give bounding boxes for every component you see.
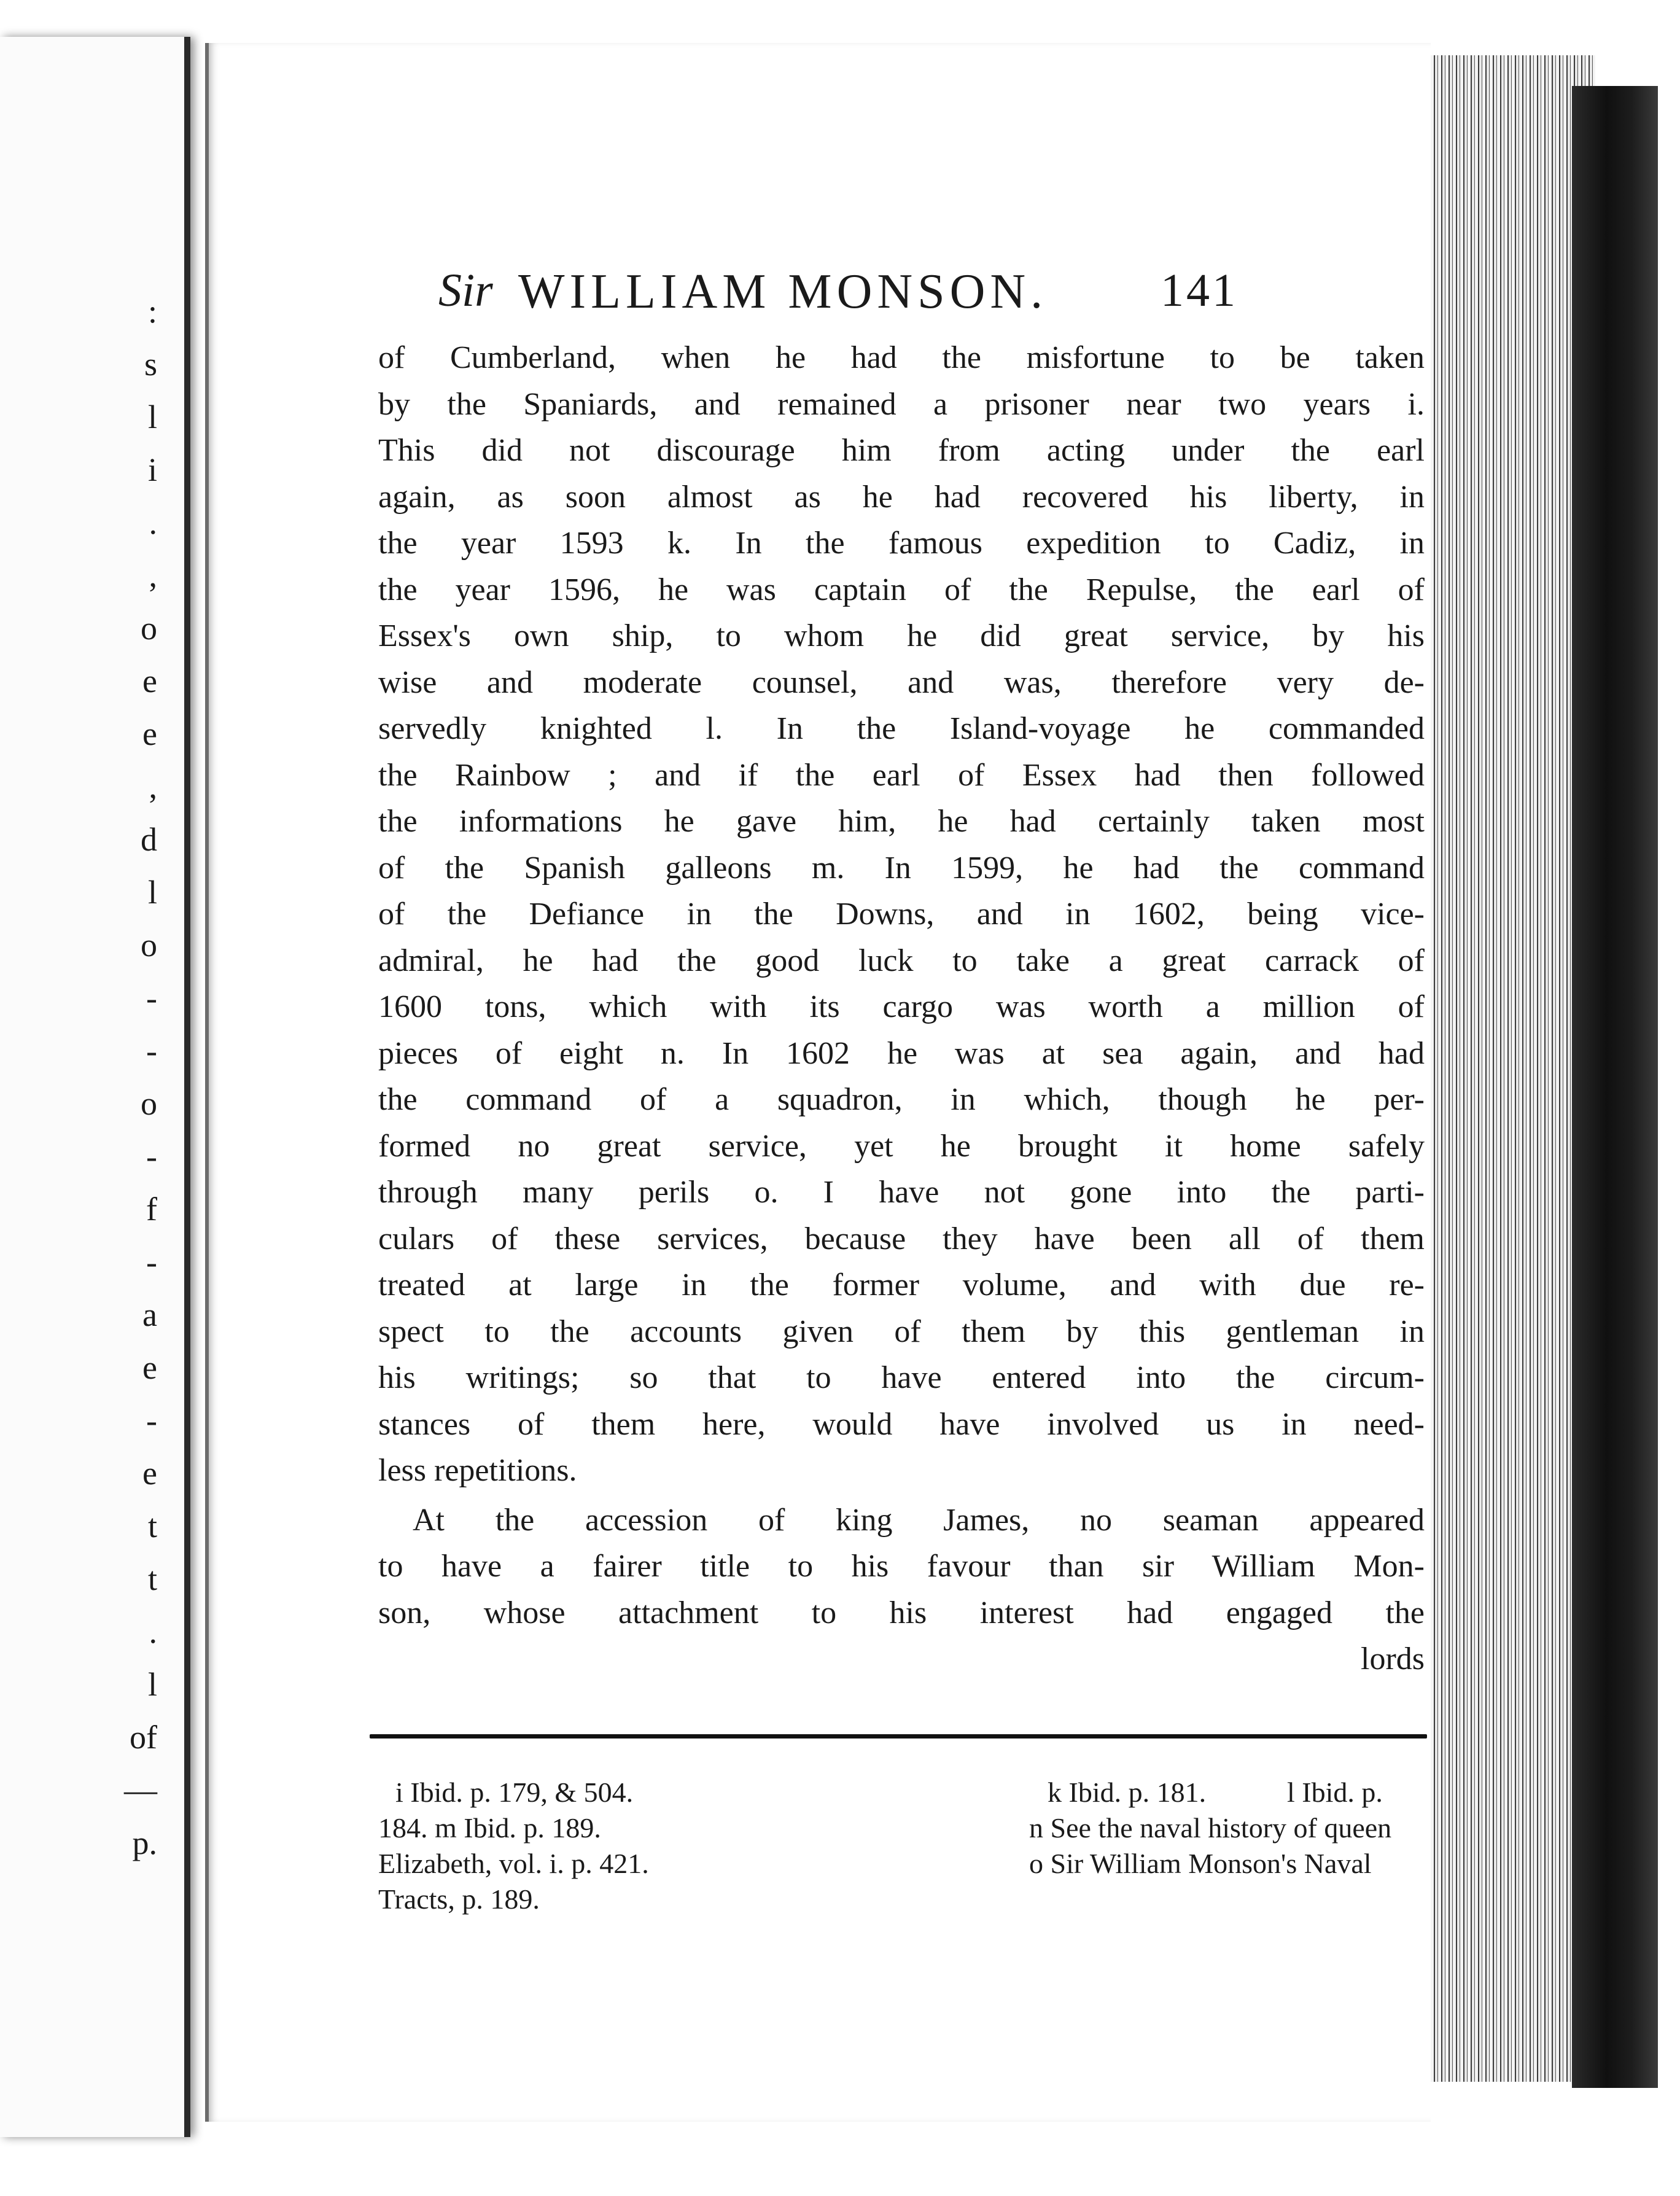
text-line: to have a fairer title to his favour than sir William Mon- [378, 1549, 1425, 1584]
text-line: At the accession of king James, no seaman appeared [413, 1502, 1425, 1538]
header-title: WILLIAM MONSON. [518, 265, 1048, 319]
left-page-fragment: e [142, 715, 157, 752]
text-line: the command of a squadron, in which, though he per- [378, 1082, 1425, 1117]
text-line: spect to the accounts given of them by this gentleman in [378, 1314, 1425, 1349]
left-page-fragment: - [146, 1032, 157, 1069]
footnote-o-cont: Tracts, p. 189. [378, 1883, 540, 1915]
main-page [205, 43, 1431, 2122]
text-line: less repetitions. [378, 1453, 577, 1488]
left-page-fragment: s [144, 346, 157, 383]
left-page-fragment: d [141, 821, 157, 858]
footnote-o: o Sir William Monson's Naval [1029, 1848, 1372, 1879]
body-text [378, 335, 1425, 1683]
text-line: of the Defiance in the Downs, and in 1602, being vice- [378, 897, 1425, 932]
left-page-fragment: of [130, 1719, 157, 1756]
running-header [209, 264, 1431, 332]
text-line: 1600 tons, which with its cargo was worth a million of [378, 989, 1425, 1024]
text-line: through many perils o. I have not gone into the parti- [378, 1175, 1425, 1210]
text-line: admiral, he had the good luck to take a great carrack of [378, 943, 1425, 978]
left-page-fragment: e [142, 663, 157, 699]
left-page-fragment: i [147, 451, 157, 488]
text-line: the Rainbow ; and if the earl of Essex had then followed [378, 757, 1425, 793]
left-page-fragment: : [147, 293, 157, 330]
left-page-fragment: - [146, 979, 157, 1016]
catchword: lords [1361, 1641, 1425, 1676]
paragraph-1 [378, 335, 1425, 1494]
left-page-fragment: - [146, 1138, 157, 1175]
footnote-n: n See the naval history of queen [1029, 1812, 1392, 1844]
footnote-l: l Ibid. p. [1287, 1777, 1383, 1808]
left-page-fragment: o [141, 1085, 157, 1122]
left-page-fragment: e [142, 1455, 157, 1492]
paragraph-2 [378, 1497, 1425, 1637]
left-page-fragment: , [149, 768, 157, 805]
text-line: his writings; so that to have entered into the circum- [378, 1360, 1425, 1395]
left-page-fragment: o [141, 927, 157, 964]
page-edges [1423, 55, 1595, 2082]
text-line: wise and moderate counsel, and was, therefore very de- [378, 664, 1425, 700]
footnote-m: 184. m Ibid. p. 189. [378, 1812, 601, 1844]
text-line: Essex's own ship, to whom he did great service, by his [378, 618, 1425, 653]
left-page-fragment: l [147, 874, 157, 911]
text-line: treated at large in the former volume, and with due re- [378, 1267, 1425, 1302]
page-number: 141 [1161, 265, 1238, 316]
left-page-fragment: a [142, 1296, 157, 1333]
text-line: again, as soon almost as he had recovered his liberty, in [378, 479, 1425, 515]
left-page-fragment: f [146, 1191, 157, 1228]
footnote-row [378, 1882, 1447, 1917]
text-line: formed no great service, yet he brought it home safely [378, 1128, 1425, 1164]
text-line: This did not discourage him from acting under the earl [378, 433, 1425, 468]
left-facing-page [0, 37, 190, 2137]
left-page-text-fragments [108, 295, 182, 1891]
text-line: of the Spanish galleons m. In 1599, he had the command [378, 850, 1425, 886]
text-line: servedly knighted l. In the Island-voyage he commanded [378, 711, 1425, 746]
left-page-fragment: - [146, 1244, 157, 1280]
text-line: the informations he gave him, he had certainly taken most [378, 804, 1425, 839]
left-page-fragment: , [149, 557, 157, 594]
text-line: of Cumberland, when he had the misfortune to be taken [378, 340, 1425, 375]
text-line: stances of them here, would have involved us in need- [378, 1406, 1425, 1442]
left-page-fragment: o [141, 610, 157, 647]
left-page-fragment: t [147, 1508, 157, 1544]
book-cover-edge [1572, 86, 1658, 2088]
text-line: pieces of eight n. In 1602 he was at sea again, and had [378, 1035, 1425, 1071]
text-line: son, whose attachment to his interest had engaged the [378, 1595, 1425, 1630]
footnote-row [378, 1846, 1447, 1882]
header-sir: Sir [438, 265, 493, 316]
left-page-fragment: t [147, 1560, 157, 1597]
left-page-fragment: . [149, 1613, 157, 1650]
footnote-k: k Ibid. p. 181. [1048, 1777, 1207, 1808]
footnotes [378, 1775, 1447, 1917]
left-page-fragment: l [147, 399, 157, 435]
left-page-fragment: l [147, 1666, 157, 1703]
footnote-row [378, 1775, 1447, 1810]
left-page-fragment: — [124, 1772, 157, 1809]
text-line: the year 1593 k. In the famous expedition to Cadiz, in [378, 526, 1425, 561]
footnote-rule [370, 1734, 1427, 1738]
text-line: culars of these services, because they have been all of them [378, 1221, 1425, 1256]
left-page-fragment: - [146, 1402, 157, 1439]
left-page-fragment: e [142, 1349, 157, 1386]
footnote-n-cont: Elizabeth, vol. i. p. 421. [378, 1848, 649, 1879]
left-page-fragment: . [149, 504, 157, 541]
text-line: by the Spaniards, and remained a prisoner near two years i. [378, 386, 1425, 422]
footnote-i: i Ibid. p. 179, & 504. [395, 1777, 634, 1808]
text-line: the year 1596, he was captain of the Repulse, the earl of [378, 572, 1425, 607]
left-page-fragment: p. [132, 1824, 157, 1861]
footnote-row [378, 1810, 1447, 1846]
